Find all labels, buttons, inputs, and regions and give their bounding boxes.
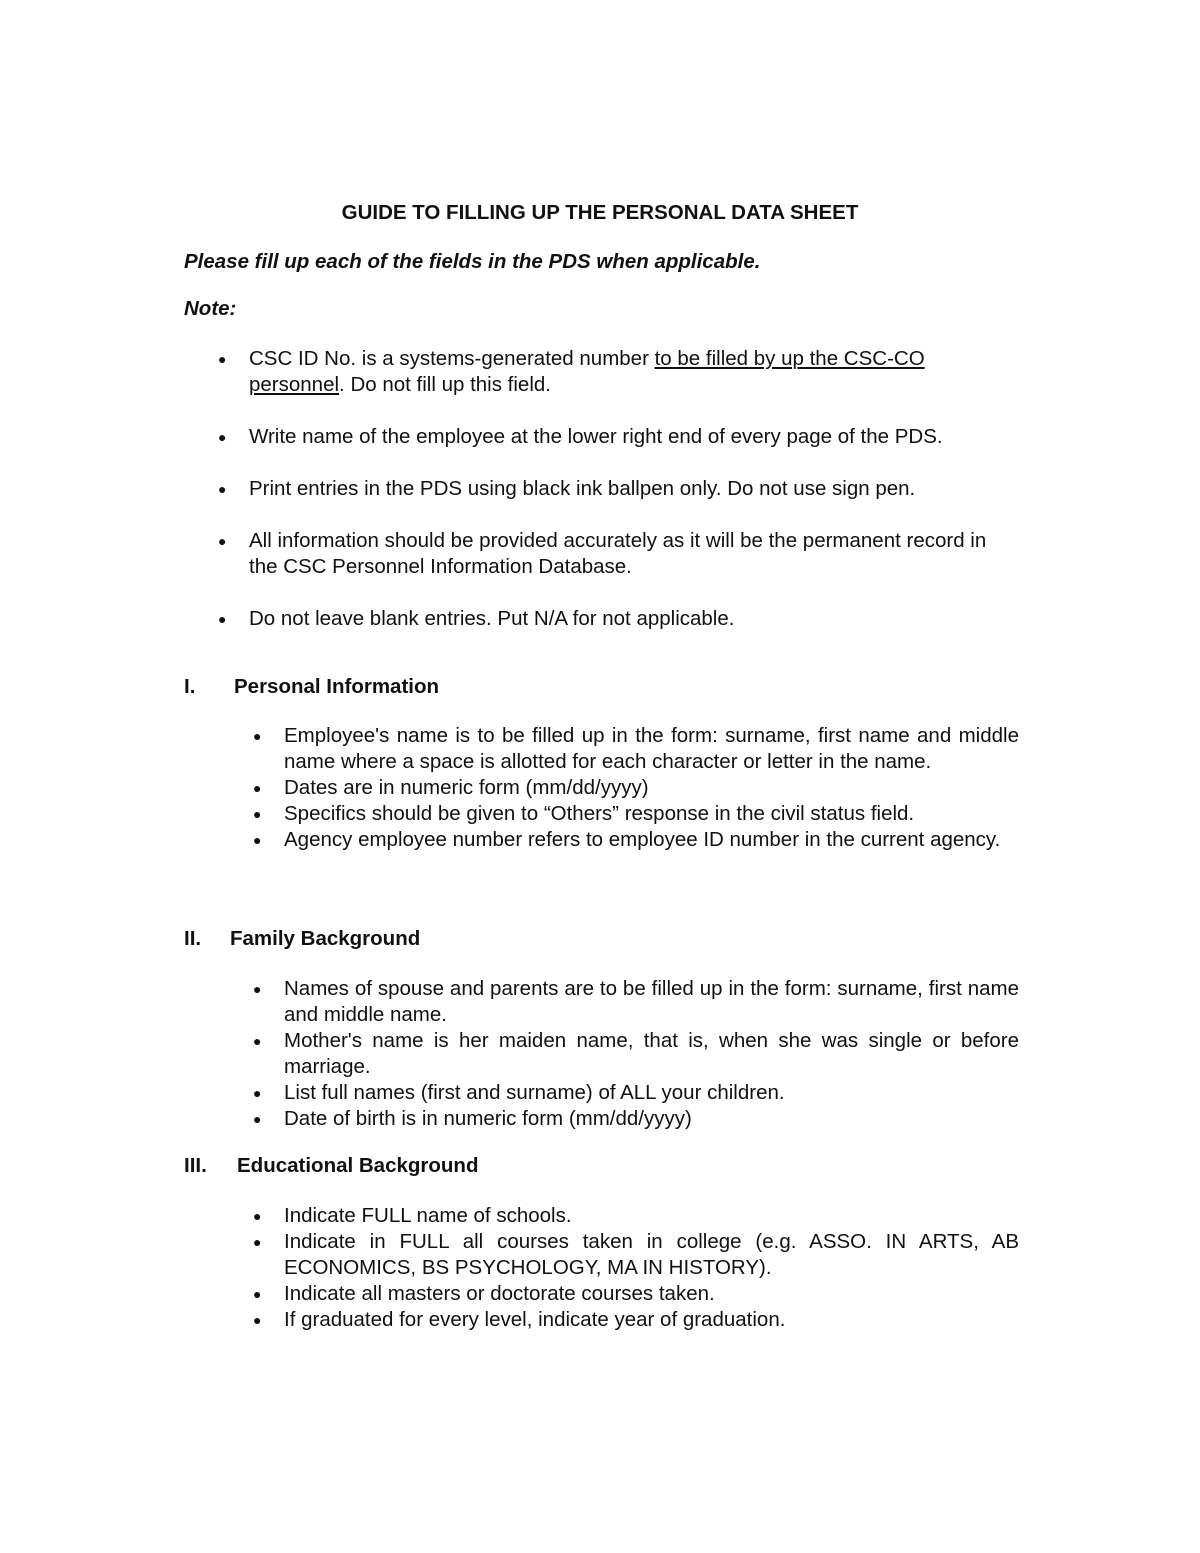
educational-background-list — [253, 1203, 1019, 1333]
bullet-icon: ● — [253, 832, 262, 848]
bullet-icon: ● — [253, 728, 262, 744]
personal-information-list — [253, 723, 1019, 853]
list-item-text: Date of birth is in numeric form (mm/dd/yyyy) — [284, 1107, 692, 1130]
bullet-icon: ● — [218, 533, 227, 549]
list-item-text: Indicate all masters or doctorate courses taken. — [284, 1282, 715, 1305]
note-item — [218, 424, 989, 450]
note-text: CSC ID No. is a systems-generated number — [249, 347, 655, 370]
list-item-text: Dates are in numeric form (mm/dd/yyyy) — [284, 776, 649, 799]
list-item — [253, 827, 1019, 853]
document-title: GUIDE TO FILLING UP THE PERSONAL DATA SHEET — [341, 201, 859, 224]
list-item — [253, 1203, 1019, 1229]
bullet-icon: ● — [253, 1033, 262, 1049]
list-item — [253, 1028, 1019, 1080]
note-text: All information should be provided accurately as it will be the permanent record in the CSC Personnel Information Database. — [249, 529, 987, 578]
bullet-icon: ● — [253, 981, 262, 997]
notes-list — [218, 346, 989, 658]
note-item — [218, 606, 989, 632]
list-item-text: Specifics should be given to “Others” response in the civil status field. — [284, 802, 915, 825]
bullet-icon: ● — [218, 429, 227, 445]
list-item — [253, 723, 1019, 775]
section-numeral: III. — [184, 1154, 207, 1177]
bullet-icon: ● — [253, 1312, 262, 1328]
section-numeral: II. — [184, 927, 202, 950]
list-item — [253, 1080, 1019, 1106]
bullet-icon: ● — [218, 481, 227, 497]
bullet-icon: ● — [218, 611, 227, 627]
bullet-icon: ● — [253, 1234, 262, 1250]
family-background-list — [253, 976, 1019, 1132]
list-item-text: Indicate FULL name of schools. — [284, 1204, 572, 1227]
list-item — [253, 1281, 1019, 1307]
section-title: Personal Information — [234, 675, 440, 698]
bullet-icon: ● — [253, 1085, 262, 1101]
list-item — [253, 1307, 1019, 1333]
note-item — [218, 476, 989, 502]
note-label: Note: — [184, 297, 237, 320]
bullet-icon: ● — [253, 1208, 262, 1224]
bullet-icon: ● — [253, 806, 262, 822]
list-item-text: Mother's name is her maiden name, that is, when she was single or before marriage. — [284, 1029, 1019, 1078]
list-item-text: Names of spouse and parents are to be filled up in the form: surname, first name and middle name. — [284, 977, 1019, 1026]
bullet-icon: ● — [253, 1111, 262, 1127]
list-item-text: List full names (first and surname) of ALL your children. — [284, 1081, 785, 1104]
bullet-icon: ● — [253, 1286, 262, 1302]
list-item-text: If graduated for every level, indicate year of graduation. — [284, 1308, 786, 1331]
section-numeral: I. — [184, 675, 196, 698]
note-text: Print entries in the PDS using black ink ballpen only. Do not use sign pen. — [249, 477, 916, 500]
note-text: . Do not fill up this field. — [339, 373, 551, 396]
list-item-text: Indicate in FULL all courses taken in college (e.g. ASSO. IN ARTS, AB ECONOMICS, BS PSYCHOLOGY, MA IN HISTORY). — [284, 1230, 1019, 1279]
bullet-icon: ● — [253, 780, 262, 796]
list-item — [253, 976, 1019, 1028]
list-item — [253, 1229, 1019, 1281]
section-title: Educational Background — [237, 1154, 479, 1177]
note-underlined-text: to be filled by up the CSC-CO personnel — [249, 347, 925, 396]
list-item-text: Employee's name is to be filled up in the form: surname, first name and middle name where a space is allotted for each character or letter in the name. — [284, 724, 1019, 773]
note-item — [218, 528, 989, 580]
list-item-text: Agency employee number refers to employee ID number in the current agency. — [284, 828, 1001, 851]
list-item — [253, 775, 1019, 801]
list-item — [253, 801, 1019, 827]
list-item — [253, 1106, 1019, 1132]
note-item — [218, 346, 989, 398]
section-title: Family Background — [230, 927, 421, 950]
note-text: Write name of the employee at the lower right end of every page of the PDS. — [249, 425, 943, 448]
bullet-icon: ● — [218, 351, 227, 367]
instruction-text: Please fill up each of the fields in the PDS when applicable. — [184, 250, 761, 273]
note-text: Do not leave blank entries. Put N/A for not applicable. — [249, 607, 735, 630]
